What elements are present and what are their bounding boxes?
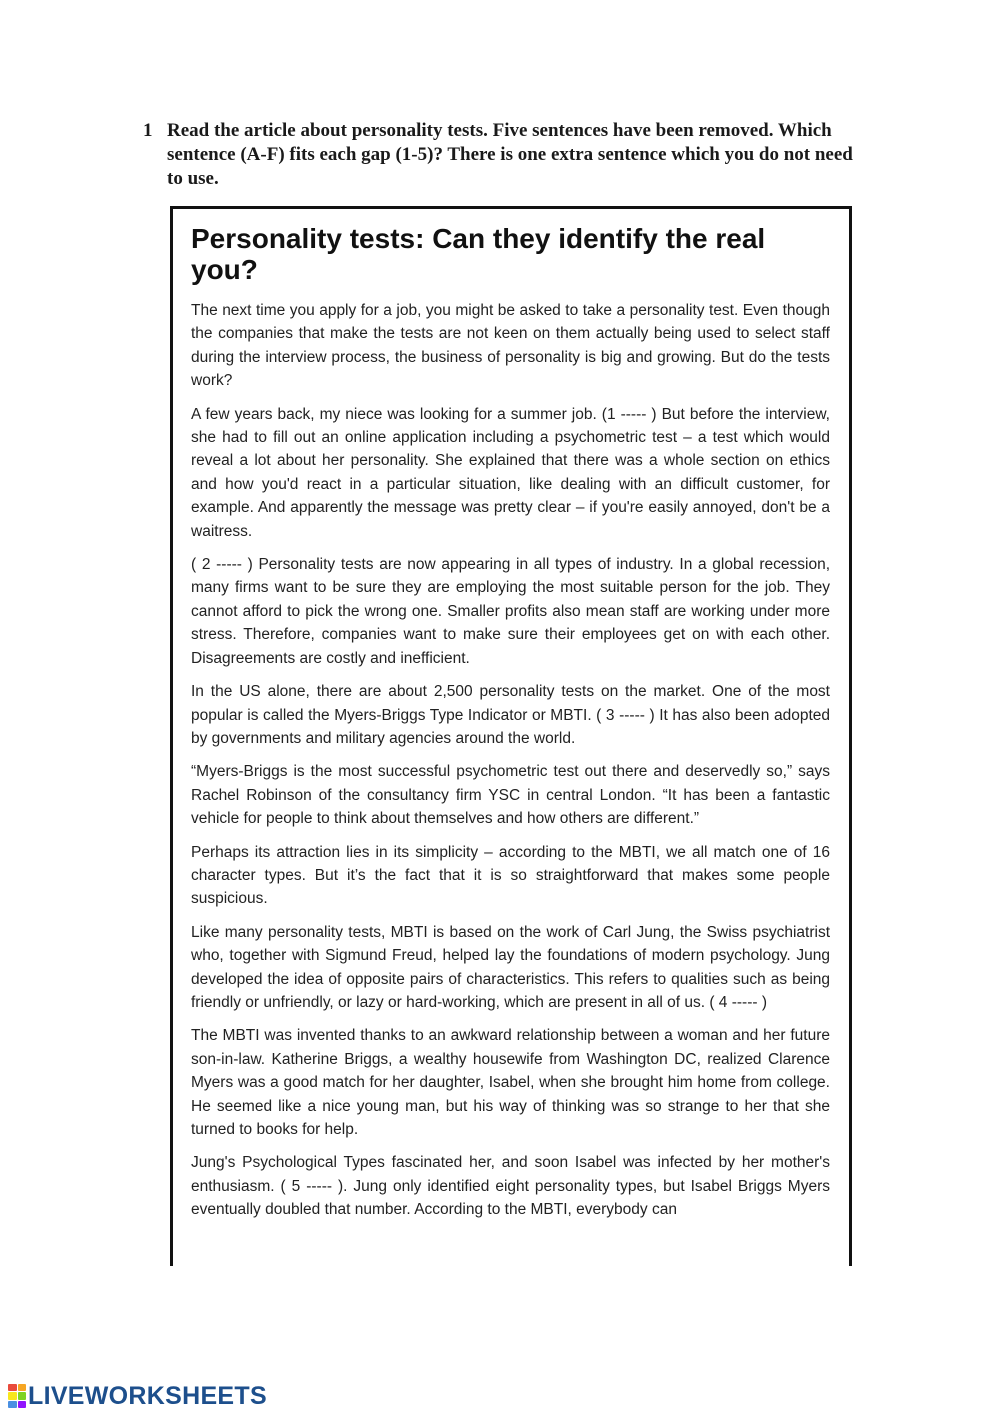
article-paragraph-8: The MBTI was invented thanks to an awkward relationship between a woman and her future son-in-law. Katherine Briggs, a wealthy housewife from Washington DC, realized Clarence Myers was a good match for her daughter, Isabel, when she brought him home from college. He seemed like a nice young man, but his way of thinking was so strange to her that she turned to books for help. <box>191 1027 830 1138</box>
article-paragraph-3: ( 2 ----- ) Personality tests are now appearing in all types of industry. In a global recession, many firms want to be sure they are employing the most suitable person for the job. They cannot afford to pick the wrong one. Smaller profits also mean staff are working under more stress. Therefore, companies want to make sure their employees get on with each other. Disagreements are costly and inefficient. <box>191 556 830 667</box>
instruction <box>143 119 863 191</box>
article-paragraph-7: Like many personality tests, MBTI is based on the work of Carl Jung, the Swiss psychiatrist who, together with Sigmund Freud, helped lay the foundations of modern psychology. Jung developed the idea of opposite pairs of characteristics. This refers to qualities such as being friendly or unfriendly, or lazy or hard-working, which are present in all of us. ( 4 ----- ) <box>191 923 830 1011</box>
article-box <box>170 206 852 1266</box>
instruction-text: Read the article about personality tests. Five sentences have been removed. Which sentence (A-F) fits each gap (1-5)? There is one extra sentence which you do not need to use. <box>167 120 853 189</box>
liveworksheets-logo-icon <box>8 1384 26 1408</box>
article-paragraph-5: “Myers-Briggs is the most successful psychometric test out there and deservedly so,” says Rachel Robinson of the consultancy firm YSC in central London. “It has been a fantastic vehicle for people to think about themselves and how others are different.” <box>191 763 830 828</box>
article-paragraph-6: Perhaps its attraction lies in its simplicity – according to the MBTI, we all match one of 16 character types. But it’s the fact that it is so straightforward that makes some people suspicious. <box>191 843 830 908</box>
article-paragraph-1: The next time you apply for a job, you might be asked to take a personality test. Even though the companies that make the tests are not keen on them actually being used to select staff during the interview process, the business of personality is big and growing. But do the tests work? <box>191 302 830 390</box>
instruction-number: 1 <box>143 120 153 141</box>
article-paragraph-2: A few years back, my niece was looking for a summer job. (1 ----- ) But before the interview, she had to fill out an online application including a psychometric test – a test which would reveal a lot about her personality. She explained that there was a whole section on ethics and how you'd react in a particular situation, like dealing with an difficult customer, for example. And apparently the message was pretty clear – if you're easily annoyed, don't be a waitress. <box>191 405 830 540</box>
article-paragraph-4: In the US alone, there are about 2,500 personality tests on the market. One of the most popular is called the Myers-Briggs Type Indicator or MBTI. ( 3 ----- ) It has also been adopted by governments and military agencies around the world. <box>191 683 830 747</box>
logo-text: LIVEWORKSHEETS <box>28 1381 267 1410</box>
article-paragraph-9: Jung's Psychological Types fascinated her, and soon Isabel was infected by her mother's enthusiasm. ( 5 ----- ). Jung only identified eight personality types, but Isabel Briggs Myers eventually doubled that number. According to the MBTI, everybody can <box>191 1154 830 1219</box>
liveworksheets-logo[interactable] <box>8 1383 267 1409</box>
article-title: Personality tests: Can they identify the real you? <box>191 223 766 285</box>
